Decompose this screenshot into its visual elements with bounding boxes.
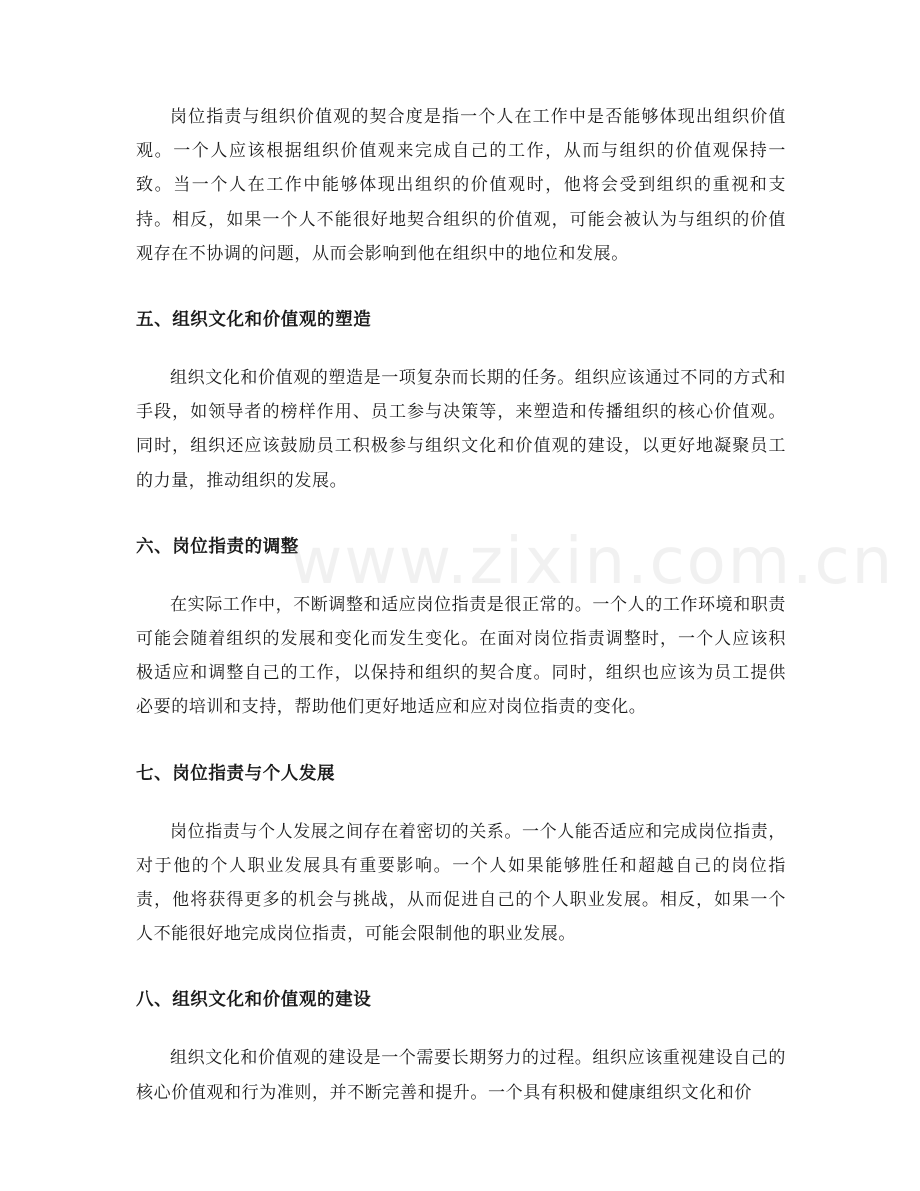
body-paragraph: 在实际工作中，不断调整和适应岗位指责是很正常的。一个人的工作环境和职责可能会随着组织的发展和变化而发生变化。在面对岗位指责调整时，一个人应该积极适应和调整自己的工作，以保持和组织的契合度。同时，组织也应该为员工提供必要的培训和支持，帮助他们更好地适应和应对岗位指责的变化。 (136, 594, 786, 718)
section-heading: 八、组织文化和价值观的建设 (136, 990, 372, 1011)
section-heading: 六、岗位指责的调整 (136, 536, 299, 557)
body-paragraph: 组织文化和价值观的塑造是一项复杂而长期的任务。组织应该通过不同的方式和手段，如领导者的榜样作用、员工参与决策等，来塑造和传播组织的核心价值观。同时，组织还应该鼓励员工积极参与组织文化和价值观的建设，以更好地凝聚员工的力量，推动组织的发展。 (136, 368, 786, 491)
body-paragraph: 岗位指责与个人发展之间存在着密切的关系。一个人能否适应和完成岗位指责，对于他的个人职业发展具有重要影响。一个人如果能够胜任和超越自己的岗位指责，他将获得更多的机会与挑战，从而促进自己的个人职业发展。相反，如果一个人不能很好地完成岗位指责，可能会限制他的职业发展。 (136, 821, 786, 945)
watermark: www.zixin.com.cn (290, 525, 895, 599)
body-paragraph: 岗位指责与组织价值观的契合度是指一个人在工作中是否能够体现出组织价值观。一个人应该根据组织价值观来完成自己的工作，从而与组织的价值观保持一致。当一个人在工作中能够体现出组织的价值观时，他将会受到组织的重视和支持。相反，如果一个人不能很好地契合组织的价值观，可能会被认为与组织的价值观存在不协调的问题，从而会影响到他在组织中的地位和发展。 (136, 107, 786, 264)
body-paragraph: 组织文化和价值观的建设是一个需要长期努力的过程。组织应该重视建设自己的核心价值观和行为准则，并不断完善和提升。一个具有积极和健康组织文化和价 (136, 1048, 786, 1103)
document-page (136, 100, 786, 1110)
section-heading: 七、岗位指责与个人发展 (136, 763, 336, 784)
section-heading: 五、组织文化和价值观的塑造 (136, 310, 372, 331)
